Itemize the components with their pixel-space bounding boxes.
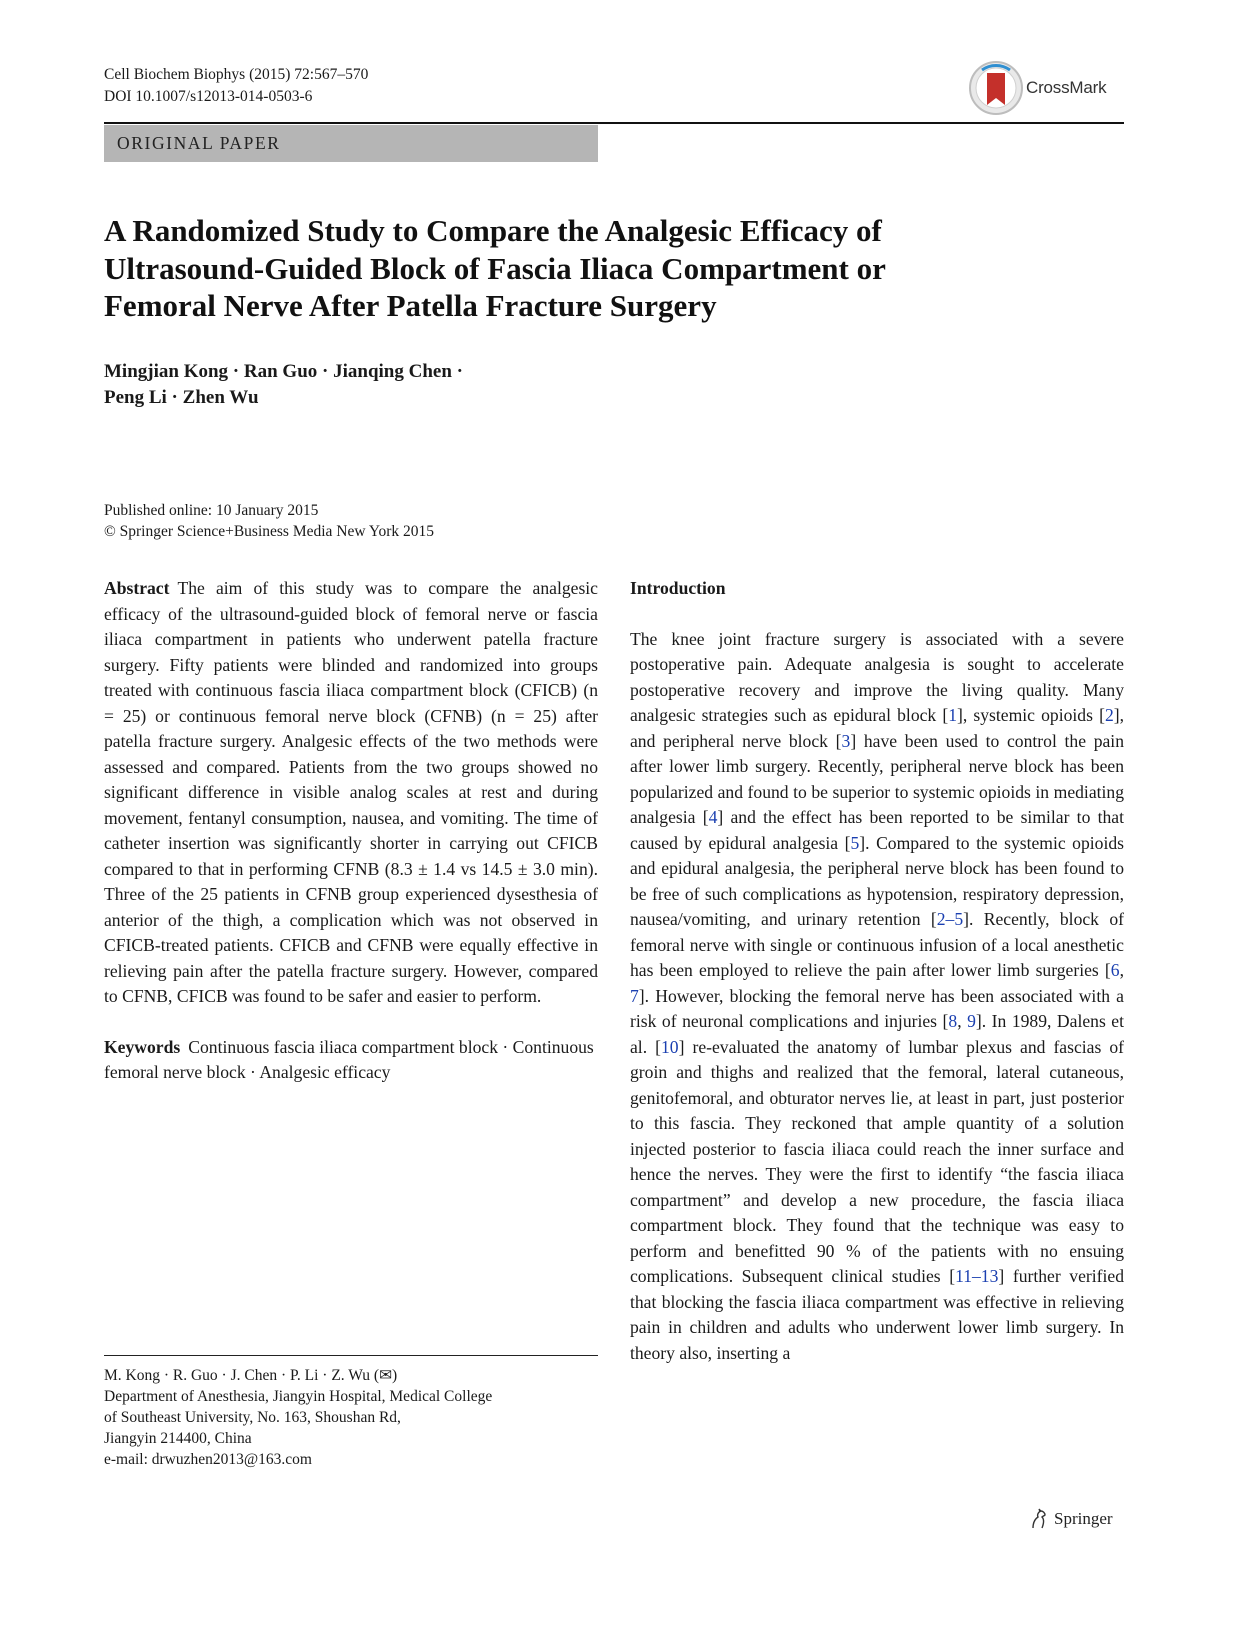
introduction-text: ]. However, blocking the femoral nerve has been associated with a risk of neuronal complications and injuries [ bbox=[630, 985, 1124, 1031]
publisher-footer bbox=[1028, 1508, 1113, 1530]
introduction-heading: Introduction bbox=[630, 578, 726, 598]
author-email[interactable]: e-mail: drwuzhen2013@163.com bbox=[104, 1451, 312, 1468]
doi[interactable]: DOI 10.1007/s12013-014-0503-6 bbox=[104, 88, 313, 105]
citation-link[interactable]: 4 bbox=[708, 807, 718, 827]
springer-horse-icon bbox=[1028, 1508, 1050, 1530]
affiliation bbox=[104, 1365, 598, 1470]
citation-link[interactable]: 10 bbox=[660, 1036, 679, 1057]
introduction-text: , bbox=[957, 1011, 968, 1031]
introduction-text: ] have been used to control the pain after lower limb surgery. Recently, peripheral nerve block has been popularized and found to be superior to systemic opioids in mediating analgesia [ bbox=[630, 730, 1124, 827]
introduction-text: ] and the effect has been reported to be similar to that caused by epidural analgesia [ bbox=[630, 807, 1124, 853]
publication-info bbox=[104, 500, 434, 542]
right-column bbox=[630, 576, 1124, 1366]
introduction-text: ], systemic opioids [ bbox=[957, 705, 1105, 725]
citation-link[interactable]: 6 bbox=[1110, 960, 1120, 980]
keywords-text: Continuous fascia iliaca compartment block · Continuous femoral nerve block · Analgesic efficacy bbox=[104, 1036, 594, 1082]
springer-label: Springer bbox=[1054, 1509, 1113, 1528]
introduction-text: ]. Compared to the systemic opioids and epidural analgesia, the peripheral nerve block has been found to be free of such complications as hypotension, respiratory depression, nausea/vomiting, and urinary retention [ bbox=[630, 832, 1124, 929]
journal-info bbox=[104, 64, 368, 108]
introduction-text: ] re-evaluated the anatomy of lumbar plexus and fascias of groin and thighs and realized that the femoral, lateral cutaneous, genitofemoral, and obturator nerves lie, at least in part, just posterior to this fascia. They reckoned that ample quantity of a solution injected posterior to fascia iliaca could reach the inner surface and hence the nerves. They were the first to identify “the fascia iliaca compartment” and develop a new procedure, the fascia iliaca compartment block. They found that the technique was easy to perform and benefitted 90 % of the patients with no ensuing complications. Subsequent clinical studies [ bbox=[630, 1036, 1124, 1286]
crossmark-icon bbox=[968, 60, 1024, 116]
affiliation-university: of Southeast University, No. 163, Shoushan Rd, bbox=[104, 1409, 401, 1426]
citation-link[interactable]: 8 bbox=[948, 1011, 958, 1031]
introduction-text: ]. Recently, block of femoral nerve with single or continuous infusion of a local anesthetic has been employed to relieve the pain after lower limb surgeries [ bbox=[630, 909, 1124, 980]
crossmark-badge[interactable] bbox=[968, 60, 1124, 116]
affiliation-city: Jiangyin 214400, China bbox=[104, 1430, 252, 1447]
affiliation-authors: M. Kong · R. Guo · J. Chen · P. Li · Z. Wu (✉) bbox=[104, 1367, 398, 1384]
author-list bbox=[104, 359, 704, 411]
introduction-body bbox=[630, 627, 1124, 1367]
journal-citation: Cell Biochem Biophys (2015) 72:567–570 bbox=[104, 66, 369, 83]
article-title: A Randomized Study to Compare the Analgesic Efficacy of Ultrasound-Guided Block of Fascia Iliaca Compartment or Femoral Nerve After Patella Fracture Surgery bbox=[104, 213, 886, 323]
abstract-heading: Abstract bbox=[104, 578, 170, 598]
citation-link[interactable]: 11–13 bbox=[955, 1266, 999, 1286]
introduction-text: ], and peripheral nerve block [ bbox=[630, 705, 1124, 751]
section-tag bbox=[104, 125, 598, 162]
authors-line-2: Peng Li · Zhen Wu bbox=[104, 387, 259, 408]
keywords-heading: Keywords bbox=[104, 1036, 181, 1057]
affiliation-department: Department of Anesthesia, Jiangyin Hospital, Medical College bbox=[104, 1388, 493, 1405]
crossmark-label: CrossMark bbox=[1026, 78, 1107, 97]
abstract bbox=[104, 576, 598, 1010]
introduction-text: , bbox=[1119, 960, 1124, 980]
section-tag-label: ORIGINAL PAPER bbox=[117, 133, 281, 153]
citation-link[interactable]: 7 bbox=[630, 985, 639, 1006]
citation-link[interactable]: 1 bbox=[948, 705, 958, 725]
introduction-text: ]. In 1989, Dalens et al. [ bbox=[630, 1011, 1124, 1057]
citation-link[interactable]: 9 bbox=[967, 1011, 976, 1031]
citation-link[interactable]: 2–5 bbox=[936, 909, 964, 929]
introduction-text: ] further verified that blocking the fascia iliaca compartment was effective in relieving pain in children and adults who underwent lower limb surgery. In theory also, inserting a bbox=[630, 1266, 1124, 1363]
abstract-text: The aim of this study was to compare the analgesic efficacy of the ultrasound-guided block of femoral nerve or fascia iliaca compartment in patients who underwent patella fracture surgery. Fifty patients were blinded and randomized into groups treated with continuous fascia iliaca compartment block (CFICB) (n = 25) or continuous femoral nerve block (CFNB) (n = 25) after patella fracture surgery. Analgesic effects of the two methods were assessed and compared. Patients from the two groups showed no significant difference in visible analog scales at rest and during movement, fentanyl consumption, nausea, and vomiting. The time of catheter insertion was significantly shorter in carrying out CFICB compared to that in performing CFNB (8.3 ± 1.4 vs 14.5 ± 3.0 min). Three of the 25 patients in CFNB group experienced dysesthesia of anterior of the thigh, a complication which was not observed in CFICB-treated patients. CFICB and CFNB were equally effective in relieving pain after the patella fracture surgery. However, compared to CFNB, CFICB was found to be safer and easier to perform. bbox=[104, 578, 598, 1006]
copyright: © Springer Science+Business Media New York 2015 bbox=[104, 523, 435, 540]
published-date: Published online: 10 January 2015 bbox=[104, 502, 319, 519]
affiliation-rule bbox=[104, 1355, 598, 1356]
keywords bbox=[104, 1035, 598, 1086]
authors-line-1: Mingjian Kong · Ran Guo · Jianqing Chen · bbox=[104, 361, 463, 382]
citation-link[interactable]: 5 bbox=[850, 832, 860, 853]
header-rule bbox=[104, 122, 1124, 124]
citation-link[interactable]: 3 bbox=[841, 730, 851, 751]
left-column bbox=[104, 576, 598, 1086]
citation-link[interactable]: 2 bbox=[1104, 705, 1114, 725]
introduction-text: The knee joint fracture surgery is associated with a severe postoperative pain. Adequate analgesia is sought to accelerate postoperative recovery and improve the living quality. Many analgesic strategies such as epidural block [ bbox=[630, 628, 1124, 725]
